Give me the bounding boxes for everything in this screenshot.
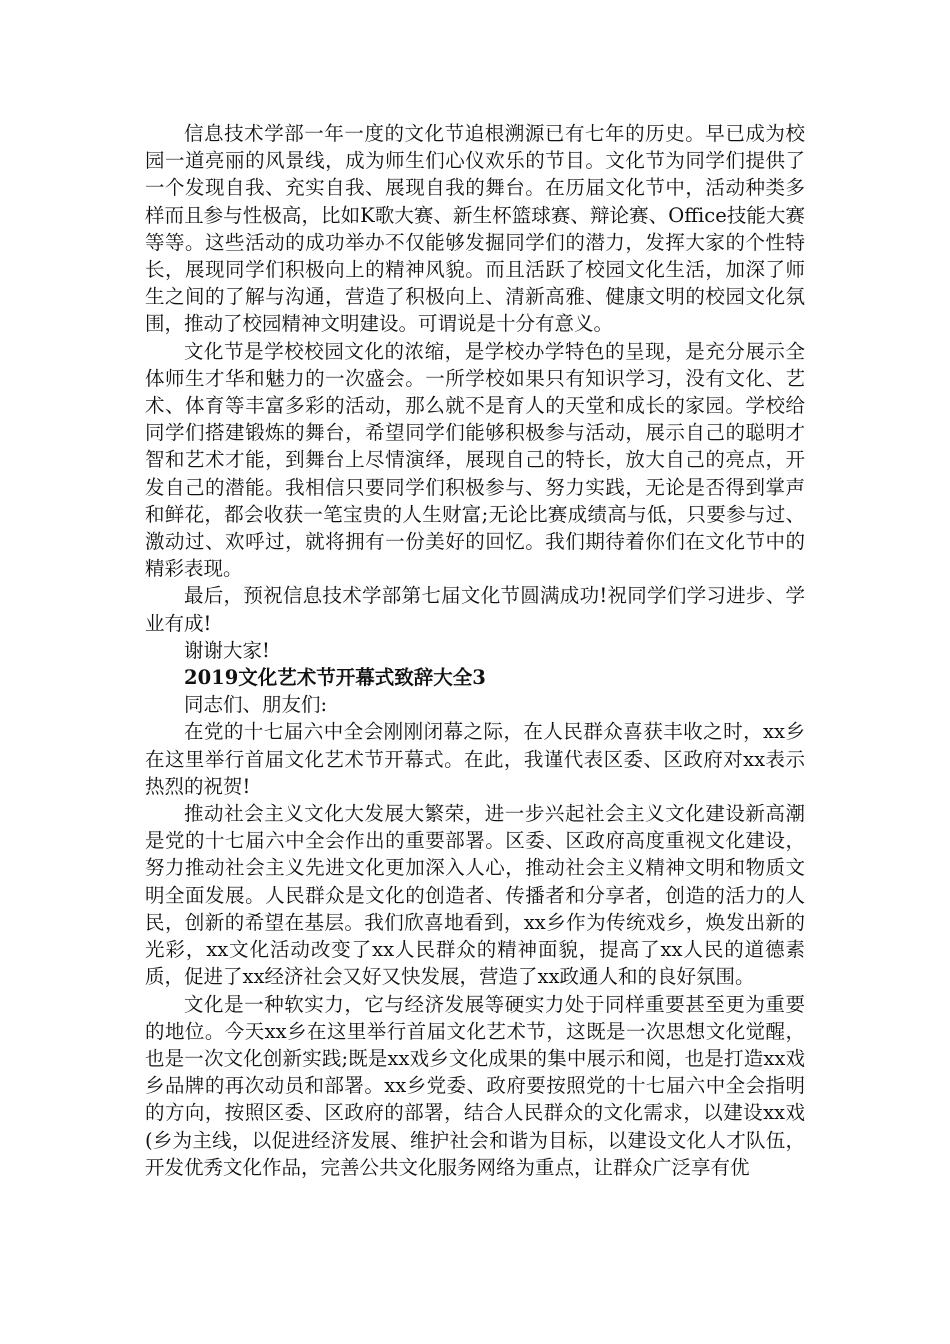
paragraph-culture-development: 推动社会主义文化大发展大繁荣，进一步兴起社会主义文化建设新高潮是党的十七届六中全会作出的重要部署。区委、区政府高度重视文化建设，努力推动社会主义先进文化更加深入人心，推动社会主义精神文明和物质文明全面发展。人民群众是文化的创造者、传播者和分享者，创造的活力的人民，创新的希望在基层。我们欣喜地看到，xx乡作为传统戏乡，焕发出新的光彩，xx文化活动改变了xx人民群众的精神面貌，提高了xx人民的道德素质，促进了xx经济社会又好又快发展，营造了xx政通人和的良好氛围。 [145, 802, 805, 989]
paragraph-salutation: 同志们、朋友们: [184, 693, 328, 717]
paragraph-culture-festival-meaning: 文化节是学校校园文化的浓缩，是学校办学特色的呈现，是充分展示全体师生才华和魅力的一次盛会。一所学校如果只有知识学习，没有文化、艺术、体育等丰富多彩的活动，那么就不是育人的天堂和成长的家园。学校给同学们搭建锻炼的舞台，希望同学们能够积极参与活动，展示自己的聪明才智和艺术才能，到舞台上尽情演绎，展现自己的特长，放大自己的亮点，开发自己的潜能。我相信只要同学们积极参与、努力实践，无论是否得到掌声和鲜花，都会收获一笔宝贵的人生财富;无论比赛成绩高与低，只要参与过、激动过、欢呼过，就将拥有一份美好的回忆。我们期待着你们在文化节中的精彩表现。 [145, 339, 805, 581]
paragraph-soft-power: 文化是一种软实力，它与经济发展等硬实力处于同样重要甚至更为重要的地位。今天xx乡在这里举行首届文化艺术节，这既是一次思想文化觉醒，也是一次文化创新实践;既是xx戏乡文化成果的集中展示和阅，也是打造xx戏乡品牌的再次动员和部署。xx乡党委、政府要按照党的十七届六中全会指明的方向，按照区委、区政府的部署，结合人民群众的文化需求，以建设xx戏(乡为主线，以促进经济发展、维护社会和谐为目标，以建设文化人才队伍，开发优秀文化作品，完善公共文化服务网络为重点，让群众广泛享有优 [145, 992, 805, 1179]
document-body [145, 120, 805, 1181]
paragraph-closing-wishes: 最后，预祝信息技术学部第七届文化节圆满成功!祝同学们学习进步、学业有成! [145, 584, 805, 635]
paragraph-culture-festival-history: 信息技术学部一年一度的文化节追根溯源已有七年的历史。早已成为校园一道亮丽的风景线，成为师生们心仪欢乐的节目。文化节为同学们提供了一个发现自我、充实自我、展现自我的舞台。在历届文化节中，活动种类多样而且参与性极高，比如K歌大赛、新生杯篮球赛、辩论赛、Office技能大赛等等。这些活动的成功举办不仅能够发掘同学们的潜力，发挥大家的个性特长，展现同学们积极向上的精神风貌。而且活跃了校园文化生活，加深了师生之间的了解与沟通，营造了积极向上、清新高雅、健康文明的校园文化氛围，推动了校园精神文明建设。可谓说是十分有意义。 [145, 122, 805, 336]
paragraph-thanks: 谢谢大家! [184, 638, 270, 662]
section-heading: 2019文化艺术节开幕式致辞大全3 [184, 666, 486, 690]
paragraph-opening-congratulations: 在党的十七届六中全会刚刚闭幕之际，在人民群众喜获丰收之时，xx乡在这里举行首届文化艺术节开幕式。在此，我谨代表区委、区政府对xx表示热烈的祝贺! [145, 720, 805, 798]
